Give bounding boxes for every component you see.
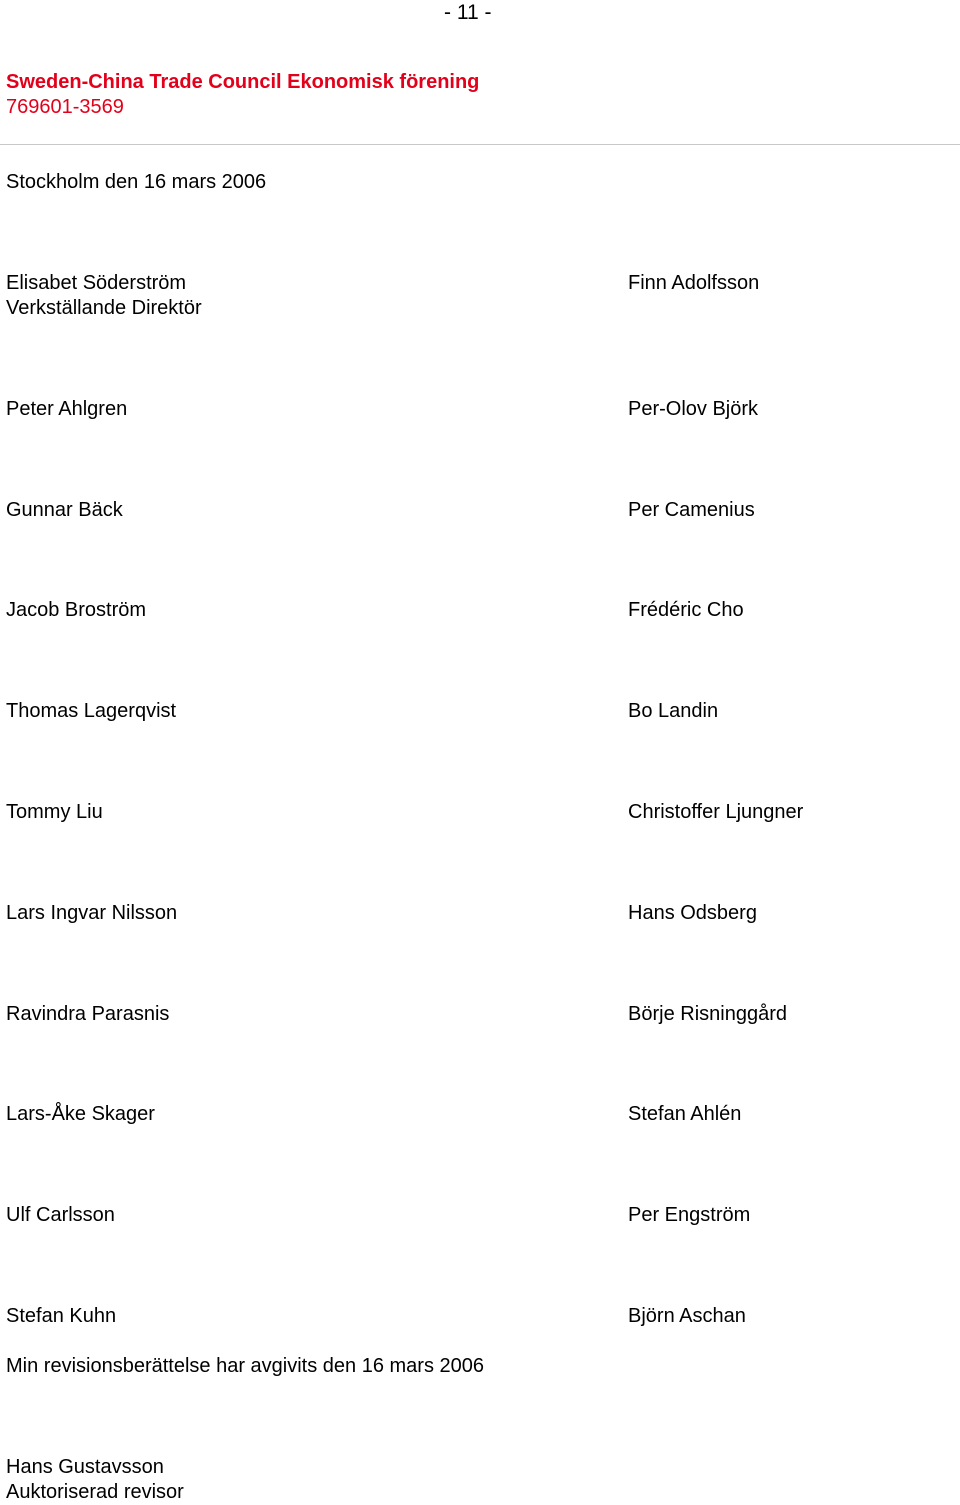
header-divider xyxy=(0,144,960,145)
signatory-right-name: Per-Olov Björk xyxy=(628,398,759,420)
signatory-left-name: Jacob Broström xyxy=(6,599,147,621)
auditor-name: Hans Gustavsson xyxy=(6,1456,164,1478)
signatory-left-title: Verkställande Direktör xyxy=(6,297,202,319)
signatory-right-name: Björn Aschan xyxy=(628,1305,746,1327)
signatory-right-name: Finn Adolfsson xyxy=(628,272,760,294)
signatory-left-name: Peter Ahlgren xyxy=(6,398,128,420)
signatory-left-name: Thomas Lagerqvist xyxy=(6,700,177,722)
signatory-right-name: Frédéric Cho xyxy=(628,599,744,621)
page-number: - 11 - xyxy=(444,1,492,24)
signatory-left-name: Lars-Åke Skager xyxy=(6,1103,155,1125)
signatory-left-name: Ravindra Parasnis xyxy=(6,1003,170,1025)
signatory-left-name: Gunnar Bäck xyxy=(6,499,123,521)
signatory-left-name: Ulf Carlsson xyxy=(6,1204,115,1226)
signatory-right-name: Börje Risninggård xyxy=(628,1003,787,1025)
auditor-title: Auktoriserad revisor xyxy=(6,1481,184,1503)
company-name: Sweden-China Trade Council Ekonomisk förening xyxy=(6,71,480,93)
signatory-right-name: Christoffer Ljungner xyxy=(628,801,804,823)
signatory-left-name: Stefan Kuhn xyxy=(6,1305,117,1327)
signatory-right-name: Per Engström xyxy=(628,1204,751,1226)
signatory-right-name: Per Camenius xyxy=(628,499,755,521)
signatory-right-name: Hans Odsberg xyxy=(628,902,757,924)
place-date: Stockholm den 16 mars 2006 xyxy=(6,171,267,193)
signatory-left-name: Tommy Liu xyxy=(6,801,103,823)
signatory-left-name: Elisabet Söderström xyxy=(6,272,187,294)
signatory-right-name: Bo Landin xyxy=(628,700,719,722)
signatory-left-name: Lars Ingvar Nilsson xyxy=(6,902,178,924)
audit-statement: Min revisionsberättelse har avgivits den 16 mars 2006 xyxy=(6,1355,485,1377)
signatory-right-name: Stefan Ahlén xyxy=(628,1103,742,1125)
org-number: 769601-3569 xyxy=(6,96,124,118)
